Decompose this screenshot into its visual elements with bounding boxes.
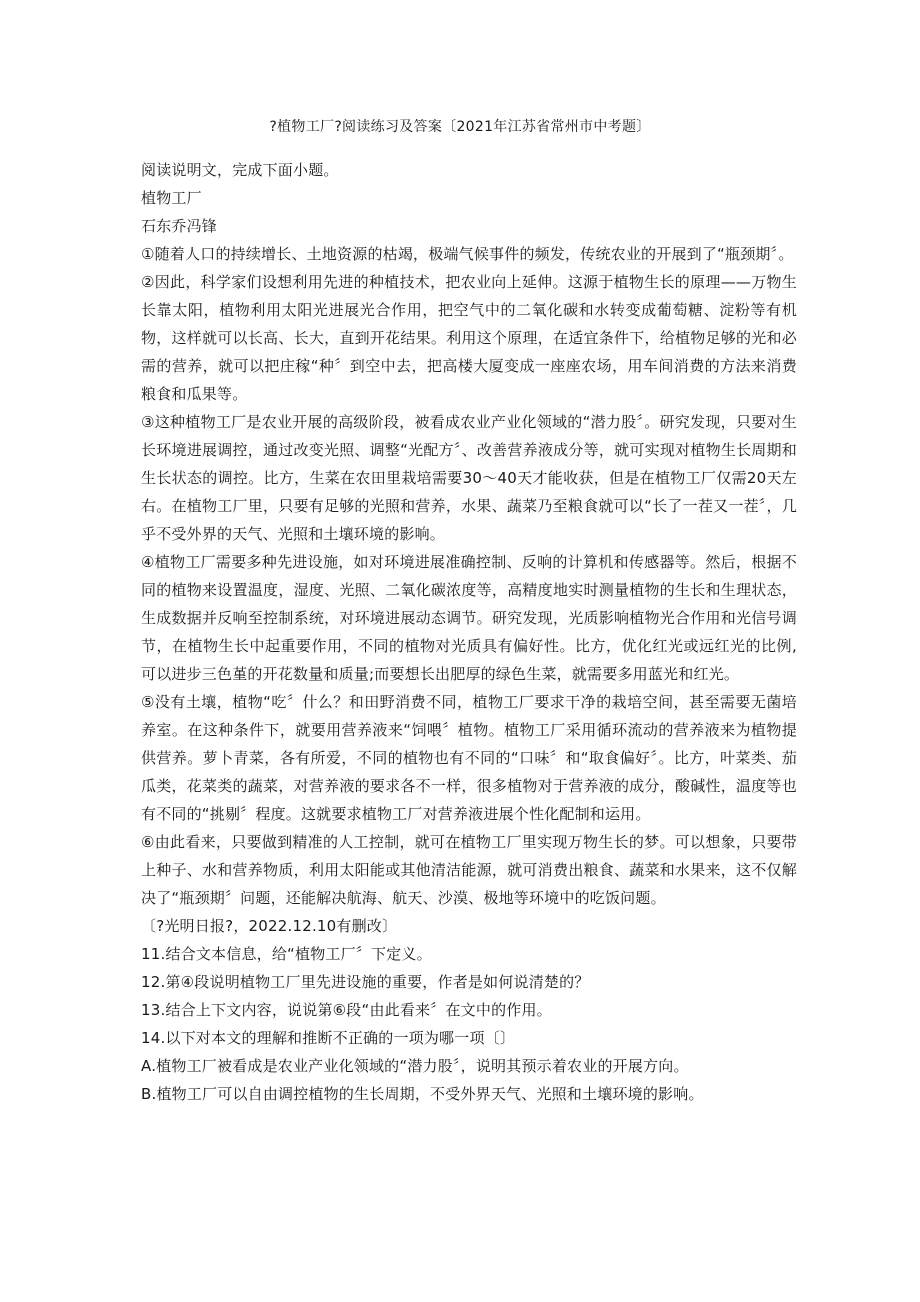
paragraph-2: ②因此，科学家们设想利用先进的种植技术，把农业向上延伸。这源于植物生长的原理——万物生长靠太阳，植物利用太阳光进展光合作用，把空气中的二氧化碳和水转变成葡萄糖、淀粉等有机物，这样就可以长高、长大，直到开花结果。利用这个原理，在适宜条件下，给植物足够的光和必需的营养，就可以把庄稼“种〞到空中去，把高楼大厦变成一座座农场，用车间消费的方法来消费粮食和瓜果等。 — [141, 273, 797, 403]
paragraph-3: ③这种植物工厂是农业开展的高级阶段，被看成农业产业化领域的“潜力股〞。研究发现，只要对生长环境进展调控，通过改变光照、调整“光配方〞、改善营养液成分等，就可实现对植物生长周期和生长状态的调控。比方，生菜在农田里栽培需要30～40天才能收获，但是在植物工厂仅需20天左右。在植物工厂里，只要有足够的光照和营养，水果、蔬菜乃至粮食就可以“长了一茬又一茬〞，几乎不受外界的天气、光照和土壤环境的影响。 — [141, 413, 797, 543]
paragraph-6: ⑥由此看来，只要做到精准的人工控制，就可在植物工厂里实现万物生长的梦。可以想象，只要带上种子、水和营养物质，利用太阳能或其他清洁能源，就可消费出粮食、蔬菜和水果来，这不仅解决了“瓶颈期〞问题，还能解决航海、航天、沙漠、极地等环境中的吃饭问题。 — [141, 833, 797, 907]
option-a: A.植物工厂被看成是农业产业化领域的“潜力股〞，说明其预示着农业的开展方向。 — [141, 1057, 689, 1075]
paragraph-5: ⑤没有土壤，植物“吃〞什么？和田野消费不同，植物工厂要求干净的栽培空间，甚至需要无菌培养室。在这种条件下，就要用营养液来“饲喂〞植物。植物工厂采用循环流动的营养液来为植物提供营养。萝卜青菜，各有所爱，不同的植物也有不同的“口味〞和“取食偏好〞。比方，叶菜类、茄瓜类，花菜类的蔬菜，对营养液的要求各不一样，很多植物对于营养液的成分，酸碱性，温度等也有不同的“挑剔〞程度。这就要求植物工厂对营养液进展个性化配制和运用。 — [141, 693, 797, 823]
document-body — [141, 156, 797, 1108]
source-citation: 〔?光明日报?，2022.12.10有删改〕 — [141, 917, 398, 935]
article-title: 植物工厂 — [141, 189, 202, 207]
question-14: 14.以下对本文的理解和推断不正确的一项为哪一项〔〕 — [141, 1029, 516, 1047]
paragraph-1: ①随着人口的持续增长、土地资源的枯竭，极端气候事件的频发，传统农业的开展到了“瓶颈期〞。 — [141, 245, 794, 263]
question-13: 13.结合上下文内容，说说第⑥段“由此看来〞在文中的作用。 — [141, 1001, 552, 1019]
instruction-text: 阅读说明文，完成下面小题。 — [141, 161, 339, 179]
question-11: 11.结合文本信息，给“植物工厂〞下定义。 — [141, 945, 432, 963]
article-authors: 石东乔冯锋 — [141, 217, 218, 235]
document-title: ?植物工厂?阅读练习及答案〔2021年江苏省常州市中考题〕 — [269, 119, 651, 135]
option-b: B.植物工厂可以自由调控植物的生长周期，不受外界天气、光照和土壤环境的影响。 — [141, 1085, 704, 1103]
question-12: 12.第④段说明植物工厂里先进设施的重要，作者是如何说清楚的？ — [141, 973, 590, 991]
paragraph-4: ④植物工厂需要多种先进设施，如对环境进展准确控制、反响的计算机和传感器等。然后，根据不同的植物来设置温度，湿度、光照、二氧化碳浓度等，高精度地实时测量植物的生长和生理状态，生成数据并反响至控制系统，对环境进展动态调节。研究发现，光质影响植物光合作用和光信号调节，在植物生长中起重要作用，不同的植物对光质具有偏好性。比方，优化红光或远红光的比例,可以进步三色堇的开花数量和质量;而要想长出肥厚的绿色生菜，就需要多用蓝光和红光。 — [141, 553, 797, 683]
